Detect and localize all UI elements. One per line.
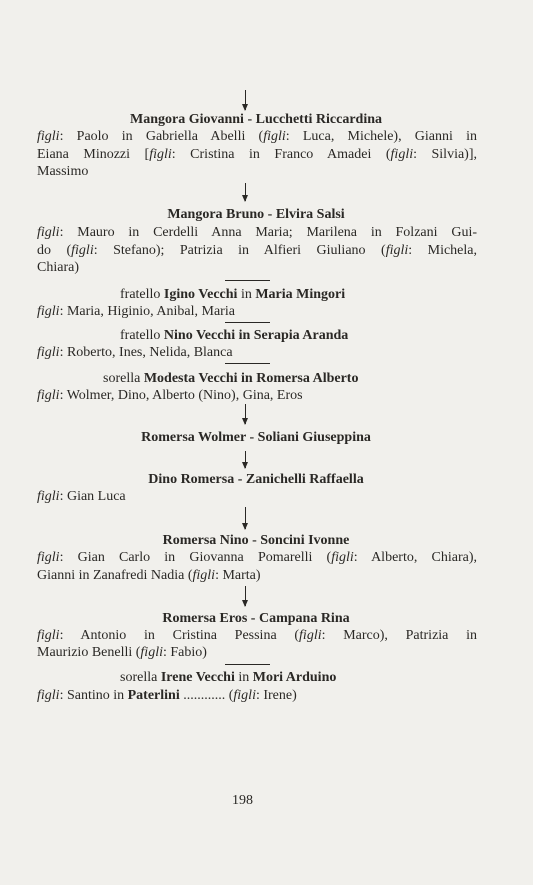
- relation: sorella: [103, 371, 144, 386]
- figli-label: figli: [390, 147, 414, 162]
- children-line: [37, 643, 453, 662]
- descent-arrow: [245, 451, 246, 468]
- text: Maurizio Benelli (: [37, 645, 141, 660]
- figli-label: figli: [37, 688, 60, 703]
- divider-rule: [225, 322, 270, 323]
- relation: fratello: [120, 287, 164, 302]
- text: : Wolmer, Dino, Alberto (Nino), Gina, Eros: [59, 388, 303, 403]
- relation: fratello: [120, 328, 164, 343]
- text: Massimo: [37, 164, 89, 179]
- name: Mori Arduino: [252, 670, 337, 685]
- name: Nino Vecchi in Serapia Aranda: [163, 328, 349, 343]
- name: Irene Vecchi: [160, 670, 235, 685]
- divider-rule: [225, 280, 270, 281]
- figli-label: figli: [37, 489, 60, 504]
- name: Dino Romersa: [148, 472, 235, 487]
- children-line: [37, 386, 453, 405]
- figli-label: figli: [37, 388, 60, 403]
- children-line: [37, 686, 453, 705]
- figli-label: figli: [37, 550, 60, 565]
- separator: -: [264, 207, 276, 222]
- figli-label: figli: [71, 243, 94, 258]
- figli-label: figli: [37, 129, 60, 144]
- text: in: [234, 670, 253, 685]
- text: : Antonio in Cristina Pessina (: [59, 628, 300, 643]
- figli-label: figli: [233, 688, 256, 703]
- children-line: [37, 223, 477, 242]
- text: Eiana Minozzi [: [37, 147, 150, 162]
- figli-label: figli: [331, 550, 354, 565]
- separator: -: [234, 472, 246, 487]
- text: : Alberto, Chiara),: [353, 550, 477, 565]
- couple-heading: [37, 205, 475, 224]
- separator: -: [245, 430, 258, 445]
- text: do (: [37, 243, 72, 258]
- figli-label: figli: [37, 304, 60, 319]
- text: : Maria, Higinio, Anibal, Maria: [59, 304, 235, 319]
- text: : Mauro in Cerdelli Anna Maria; Marilena in Folzani Gui-: [59, 225, 477, 240]
- text: : Marco), Patrizia in: [321, 628, 477, 643]
- text: : Gian Carlo in Giovanna Pomarelli (: [59, 550, 332, 565]
- divider-rule: [225, 664, 270, 665]
- children-line: [37, 258, 453, 277]
- children-line: [37, 127, 477, 146]
- descent-arrow: [245, 404, 246, 424]
- figli-label: figli: [37, 345, 60, 360]
- text: : Silvia)],: [413, 147, 478, 162]
- descent-arrow: [245, 586, 246, 606]
- name: Mangora Bruno: [167, 207, 265, 222]
- page-number: 198: [232, 793, 253, 808]
- name: Romersa Nino: [162, 533, 249, 548]
- children-line: [37, 566, 453, 585]
- descent-arrow: [245, 90, 246, 110]
- text: : Irene): [255, 688, 297, 703]
- figli-label: figli: [37, 225, 60, 240]
- name: Campana Rina: [258, 611, 350, 626]
- text: : Gian Luca: [59, 489, 126, 504]
- name: Zanichelli Raffaella: [245, 472, 364, 487]
- name: Lucchetti Riccardina: [255, 112, 382, 127]
- text: : Stefano); Patrizia in Alfieri Giuliano (: [93, 243, 386, 258]
- text: Gianni in Zanafredi Nadia (: [37, 568, 193, 583]
- text: : Paolo in Gabriella Abelli (: [59, 129, 264, 144]
- name: Soncini Ivonne: [260, 533, 350, 548]
- divider-rule: [225, 363, 270, 364]
- figli-label: figli: [192, 568, 216, 583]
- couple-heading: [37, 428, 475, 447]
- children-line: [37, 302, 453, 321]
- relation: sorella: [120, 670, 161, 685]
- name: Romersa Eros: [162, 611, 248, 626]
- children-line: [37, 487, 453, 506]
- text: : Santino in: [59, 688, 128, 703]
- separator: -: [243, 112, 256, 127]
- name: Elvira Salsi: [275, 207, 345, 222]
- text: : Roberto, Ines, Nelida, Blanca: [59, 345, 233, 360]
- text: Chiara): [37, 260, 79, 275]
- name: Soliani Giuseppina: [257, 430, 371, 445]
- descent-arrow: [245, 507, 246, 529]
- name: Maria Mingori: [255, 287, 346, 302]
- children-line: [37, 548, 477, 567]
- name: Mangora Giovanni: [129, 112, 244, 127]
- text: : Luca, Michele), Gianni in: [285, 129, 477, 144]
- figli-label: figli: [149, 147, 172, 162]
- text: ............ (: [179, 688, 234, 703]
- children-line: [37, 162, 453, 181]
- separator: -: [247, 611, 259, 626]
- name: Igino Vecchi: [163, 287, 238, 302]
- name: Paterlini: [127, 688, 180, 703]
- sibling-heading: [120, 668, 453, 687]
- name: Romersa Wolmer: [141, 430, 246, 445]
- text: : Cristina in Franco Amadei (: [171, 147, 391, 162]
- text: : Marta): [215, 568, 261, 583]
- name: Modesta Vecchi in Romersa Alberto: [143, 371, 359, 386]
- text: : Michela,: [408, 243, 477, 258]
- descent-arrow: [245, 183, 246, 201]
- text: in: [237, 287, 256, 302]
- figli-label: figli: [37, 628, 60, 643]
- figli-label: figli: [263, 129, 286, 144]
- text: : Fabio): [162, 645, 207, 660]
- children-line: [37, 343, 453, 362]
- figli-label: figli: [385, 243, 409, 258]
- separator: -: [248, 533, 261, 548]
- figli-label: figli: [140, 645, 163, 660]
- figli-label: figli: [299, 628, 322, 643]
